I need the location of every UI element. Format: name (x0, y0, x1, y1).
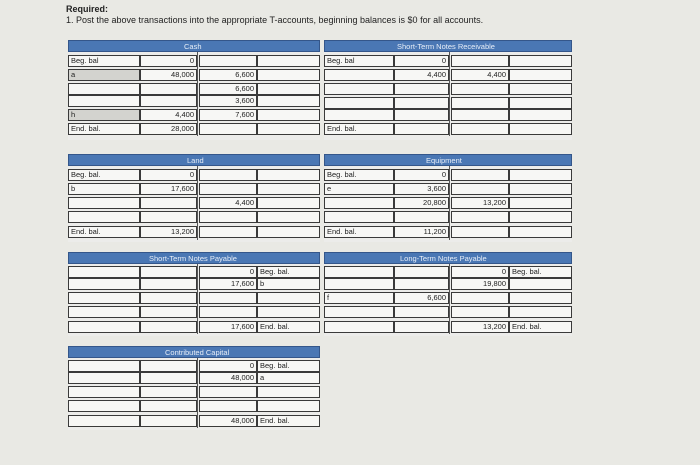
equipment-credit-field[interactable] (451, 211, 509, 223)
cash-debit-field[interactable] (140, 83, 197, 95)
equipment-label-field[interactable] (509, 211, 572, 223)
capital-label-field[interactable] (68, 400, 140, 412)
stnp-end-label: End. bal. (260, 322, 290, 331)
stnr-credit-value: 4,400 (487, 70, 506, 79)
capital-credit-field[interactable] (199, 386, 257, 398)
ltnp-label-field[interactable] (509, 278, 572, 290)
ltnp-label-field[interactable] (509, 306, 572, 318)
capital-credit-value: 48,000 (231, 373, 254, 382)
t-divider (449, 52, 450, 136)
stnp-beg-label: Beg. bal. (260, 267, 290, 276)
equipment-label-field[interactable] (509, 183, 572, 195)
stnp-credit-field[interactable] (199, 306, 257, 318)
stnr-debit-field[interactable] (394, 123, 449, 135)
ltnp-debit-value: 6,600 (427, 293, 446, 302)
land-end-label: End. bal. (71, 227, 101, 236)
stnr-credit-field[interactable] (451, 83, 509, 95)
cash-credit-value: 7,600 (235, 110, 254, 119)
cash-credit-value: 3,600 (235, 96, 254, 105)
land-credit-field[interactable] (199, 169, 257, 181)
t-account-land (68, 154, 320, 242)
capital-label-field[interactable] (68, 360, 140, 372)
capital-debit-field[interactable] (140, 360, 197, 372)
capital-label-field[interactable] (257, 372, 320, 384)
stnp-label-field[interactable] (68, 292, 140, 304)
land-ref-label: b (71, 184, 76, 193)
equipment-label-field[interactable] (324, 183, 394, 195)
stnr-label-field[interactable] (324, 83, 394, 95)
stnp-label-field[interactable] (68, 306, 140, 318)
cash-title: Cash (184, 42, 202, 51)
ltnp-credit-value: 13,200 (483, 322, 506, 331)
stnr-label-field[interactable] (509, 123, 572, 135)
stnr-debit-field[interactable] (394, 83, 449, 95)
ltnp-label-field[interactable] (324, 306, 394, 318)
equipment-credit-value: 13,200 (483, 198, 506, 207)
land-debit-field[interactable] (140, 211, 197, 223)
capital-label-field[interactable] (257, 386, 320, 398)
stnp-debit-field[interactable] (140, 292, 197, 304)
cash-label-field[interactable] (257, 109, 320, 121)
capital-title: Contributed Capital (165, 348, 230, 357)
t-divider (449, 166, 450, 240)
stnp-debit-field[interactable] (140, 321, 197, 333)
instructions-header (66, 4, 483, 26)
ltnp-label-field[interactable] (324, 266, 394, 278)
t-divider (197, 166, 198, 240)
stnr-label-field[interactable] (509, 69, 572, 81)
capital-credit-field[interactable] (199, 400, 257, 412)
equipment-label-field[interactable] (509, 226, 572, 238)
equipment-label-field[interactable] (509, 197, 572, 209)
stnp-debit-field[interactable] (140, 278, 197, 290)
land-beg-label: Beg. bal. (71, 170, 101, 179)
stnp-credit-value: 17,600 (231, 279, 254, 288)
capital-debit-field[interactable] (140, 372, 197, 384)
ltnp-end-label: End. bal. (512, 322, 542, 331)
equipment-credit-field[interactable] (451, 169, 509, 181)
land-label-field[interactable] (257, 211, 320, 223)
land-label-field[interactable] (68, 183, 140, 195)
capital-credit-value: 48,000 (231, 416, 254, 425)
ltnp-label-field[interactable] (509, 292, 572, 304)
ltnp-label-field[interactable] (324, 321, 394, 333)
capital-ref-label: a (260, 373, 265, 382)
ltnp-ref-label: f (327, 293, 330, 302)
stnp-label-field[interactable] (257, 278, 320, 290)
land-label-field[interactable] (257, 197, 320, 209)
cash-beg-label: Beg. bal (71, 56, 99, 65)
land-debit-value: 13,200 (171, 227, 194, 236)
stnr-credit-field[interactable] (451, 97, 509, 109)
cash-label-field[interactable] (257, 123, 320, 135)
ltnp-debit-field[interactable] (394, 321, 449, 333)
ltnp-title: Long-Term Notes Payable (400, 254, 487, 263)
land-label-field[interactable] (257, 226, 320, 238)
equipment-debit-value: 0 (441, 170, 446, 179)
ltnp-title-bar (324, 252, 572, 264)
stnp-credit-value: 0 (249, 267, 254, 276)
cash-debit-value: 28,000 (171, 124, 194, 133)
t-divider (449, 264, 450, 334)
stnp-credit-field[interactable] (199, 292, 257, 304)
land-credit-field[interactable] (199, 226, 257, 238)
capital-title-bar (68, 346, 320, 358)
t-account-equipment (324, 154, 572, 242)
cash-ref-label: h (71, 110, 76, 119)
t-account-short-term-notes-receivable (324, 40, 572, 140)
ltnp-debit-field[interactable] (394, 278, 449, 290)
stnr-label-field[interactable] (509, 55, 572, 67)
cash-label-field[interactable] (68, 95, 140, 107)
stnr-title-bar (324, 40, 572, 52)
stnp-title-bar (68, 252, 320, 264)
t-account-long-term-notes-payable (324, 252, 572, 336)
stnr-debit-field[interactable] (394, 109, 449, 121)
t-divider (197, 264, 198, 334)
capital-label-field[interactable] (257, 400, 320, 412)
ltnp-beg-label: Beg. bal. (512, 267, 542, 276)
stnp-label-field[interactable] (68, 278, 140, 290)
stnr-beg-label: Beg. bal (327, 56, 355, 65)
stnp-label-field[interactable] (68, 266, 140, 278)
t-account-contributed-capital (68, 346, 320, 430)
equipment-beg-label: Beg. bal. (327, 170, 357, 179)
equipment-credit-field[interactable] (451, 183, 509, 195)
cash-label-field[interactable] (68, 109, 140, 121)
ltnp-label-field[interactable] (324, 292, 394, 304)
stnr-end-label: End. bal. (327, 124, 357, 133)
ltnp-label-field[interactable] (324, 278, 394, 290)
capital-end-label: End. bal. (260, 416, 290, 425)
stnp-credit-value: 17,600 (231, 322, 254, 331)
equipment-debit-field[interactable] (394, 211, 449, 223)
land-label-field[interactable] (257, 169, 320, 181)
stnr-debit-value: 4,400 (427, 70, 446, 79)
stnp-debit-field[interactable] (140, 306, 197, 318)
land-label-field[interactable] (68, 211, 140, 223)
cash-debit-value: 4,400 (175, 110, 194, 119)
cash-title-bar (68, 40, 320, 52)
ltnp-credit-value: 19,800 (483, 279, 506, 288)
stnp-label-field[interactable] (68, 321, 140, 333)
stnr-title: Short-Term Notes Receivable (397, 42, 495, 51)
equipment-debit-value: 11,200 (423, 227, 446, 236)
ltnp-credit-field[interactable] (451, 306, 509, 318)
capital-label-field[interactable] (68, 386, 140, 398)
stnr-label-field[interactable] (509, 83, 572, 95)
cash-credit-value: 6,600 (235, 84, 254, 93)
ltnp-debit-field[interactable] (394, 306, 449, 318)
cash-label-field[interactable] (257, 69, 320, 81)
land-credit-field[interactable] (199, 183, 257, 195)
cash-label-field[interactable] (257, 83, 320, 95)
capital-debit-field[interactable] (140, 386, 197, 398)
equipment-label-field[interactable] (509, 169, 572, 181)
t-divider (197, 52, 198, 136)
land-label-field[interactable] (68, 197, 140, 209)
cash-debit-field[interactable] (140, 95, 197, 107)
cash-label-field[interactable] (257, 95, 320, 107)
cash-credit-value: 6,600 (235, 70, 254, 79)
stnp-ref-label: b (260, 279, 265, 288)
stnr-label-field[interactable] (324, 97, 394, 109)
equipment-end-label: End. bal. (327, 227, 357, 236)
required-heading: Required: (66, 4, 109, 14)
cash-debit-value: 48,000 (171, 70, 194, 79)
equipment-debit-value: 3,600 (427, 184, 446, 193)
capital-label-field[interactable] (68, 415, 140, 427)
capital-beg-label: Beg. bal. (260, 361, 290, 370)
stnp-label-field[interactable] (257, 306, 320, 318)
land-title: Land (187, 156, 204, 165)
equipment-title: Equipment (426, 156, 462, 165)
cash-end-label: End. bal. (71, 124, 101, 133)
stnp-label-field[interactable] (257, 292, 320, 304)
capital-label-field[interactable] (68, 372, 140, 384)
land-title-bar (68, 154, 320, 166)
cash-label-field[interactable] (68, 83, 140, 95)
instruction-text: 1. Post the above transactions into the appropriate T-accounts, beginning balances is $0 for all accounts. (66, 15, 484, 25)
t-account-cash (68, 40, 320, 140)
equipment-credit-field[interactable] (451, 226, 509, 238)
land-debit-value: 0 (189, 170, 194, 179)
stnr-label-field[interactable] (509, 97, 572, 109)
land-credit-value: 4,400 (235, 198, 254, 207)
equipment-label-field[interactable] (324, 211, 394, 223)
capital-debit-field[interactable] (140, 415, 197, 427)
cash-credit-field[interactable] (199, 55, 257, 67)
land-debit-value: 17,600 (171, 184, 194, 193)
equipment-ref-label: e (327, 184, 332, 193)
land-debit-field[interactable] (140, 197, 197, 209)
ltnp-credit-field[interactable] (451, 292, 509, 304)
capital-debit-field[interactable] (140, 400, 197, 412)
land-label-field[interactable] (257, 183, 320, 195)
cash-ref-label: a (71, 70, 76, 79)
t-divider (197, 358, 198, 428)
stnr-credit-field[interactable] (451, 55, 509, 67)
stnr-label-field[interactable] (324, 109, 394, 121)
stnr-label-field[interactable] (324, 69, 394, 81)
capital-credit-value: 0 (249, 361, 254, 370)
stnr-credit-field[interactable] (451, 109, 509, 121)
land-credit-field[interactable] (199, 211, 257, 223)
cash-debit-value: 0 (189, 56, 194, 65)
stnr-debit-field[interactable] (394, 97, 449, 109)
cash-credit-field[interactable] (199, 123, 257, 135)
stnr-credit-field[interactable] (451, 123, 509, 135)
stnp-title: Short-Term Notes Payable (149, 254, 237, 263)
equipment-title-bar (324, 154, 572, 166)
stnr-label-field[interactable] (509, 109, 572, 121)
t-account-short-term-notes-payable (68, 252, 320, 336)
stnp-debit-field[interactable] (140, 266, 197, 278)
cash-label-field[interactable] (68, 69, 140, 81)
equipment-debit-value: 20,800 (423, 198, 446, 207)
ltnp-debit-field[interactable] (394, 266, 449, 278)
stnr-debit-value: 0 (441, 56, 446, 65)
cash-label-field[interactable] (257, 55, 320, 67)
equipment-label-field[interactable] (324, 197, 394, 209)
ltnp-credit-value: 0 (501, 267, 506, 276)
